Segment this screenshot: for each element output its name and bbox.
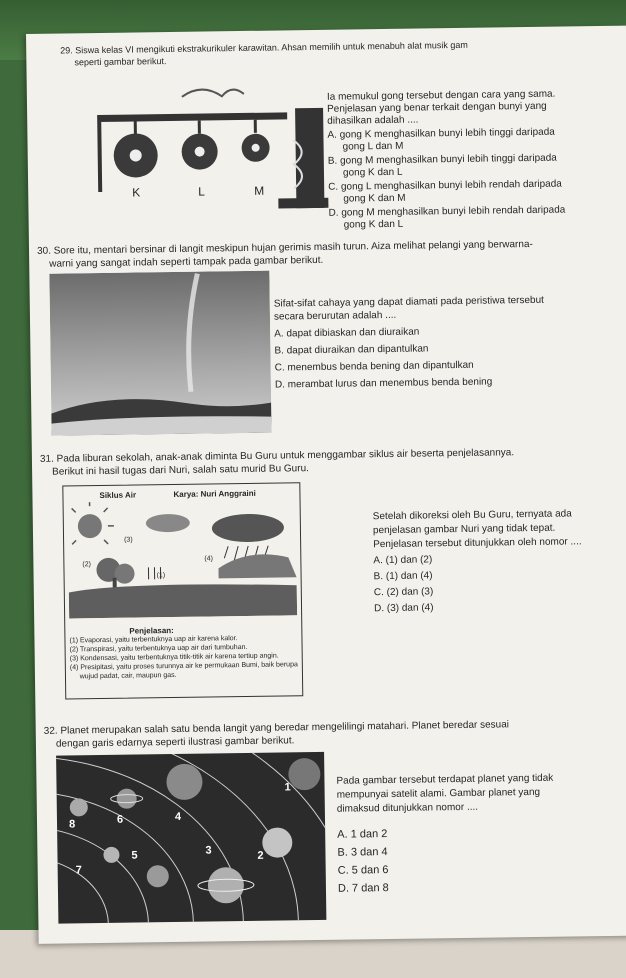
q32-stem-line3: dimaksud ditunjukkan nomor .... <box>336 801 479 815</box>
planet-label-1: 1 <box>284 781 291 794</box>
gong-label-m: M <box>254 183 265 198</box>
q32-stem-line1: Pada gambar tersebut terdapat planet yang tidak <box>336 772 554 787</box>
cloud-icon <box>146 514 190 533</box>
planet-label-2: 2 <box>257 849 264 862</box>
q31-option-c[interactable]: C. (2) dan (3) <box>373 586 434 599</box>
q32-intro-line1: 32. Planet merupakan salah satu benda langit yang beredar mengelilingi matahari. Planet beredar sesuai <box>43 719 510 737</box>
gong-figure <box>87 80 329 213</box>
q29-option-b[interactable]: B. gong M menghasilkan bunyi lebih tinggi daripada <box>327 152 557 167</box>
gong-ornament <box>182 89 244 97</box>
q32-stem-line2: mempunyai satelit alami. Gambar planet yang <box>336 786 541 801</box>
explanation-heading: Penjelasan: <box>129 625 174 636</box>
planet-label-4: 4 <box>174 810 182 823</box>
rain-cloud-icon <box>212 513 284 542</box>
planet-label-7: 7 <box>75 864 82 877</box>
q29-option-a[interactable]: A. gong K menghasilkan bunyi lebih tinggi daripada <box>327 126 555 141</box>
water-cycle-author: Karya: Nuri Anggraini <box>173 488 256 499</box>
planet-3-icon <box>208 867 244 903</box>
q31-option-d[interactable]: D. (3) dan (4) <box>373 602 434 615</box>
planet-6-icon <box>117 789 137 809</box>
gong-frame-base <box>278 198 328 209</box>
q29-stem-line3: dihasilkan adalah .... <box>327 114 419 127</box>
water-cycle-drawing <box>68 497 298 618</box>
explanation-line2: (2) Transpirasi, yaitu terbentuknya uap air dari tumbuhan. <box>69 643 248 654</box>
sea-icon <box>69 583 297 618</box>
explanation-line5: wujud padat, cair, maupun gas. <box>69 671 177 681</box>
q30-option-a[interactable]: A. dapat dibiaskan dan diuraikan <box>274 326 420 340</box>
q30-intro-line1: 30. Sore itu, mentari bersinar di langit meskipun hujan gerimis masih turun. Aiza melihat pelangi yang berwarna- <box>36 238 533 257</box>
q30-option-c[interactable]: C. menembus benda bening dan dipantulkan <box>274 359 474 374</box>
q29-option-d-cont: gong K dan L <box>343 218 404 231</box>
q30-intro-line2: warni yang sangat indah seperti tampak pada gambar berikut. <box>49 254 324 270</box>
explanation-line3: (3) Kondensasi, yaitu terbentuknya titik-titik air karena tertiup angin. <box>69 652 279 663</box>
q29-stem-line2: Penjelasan yang benar terkait dengan bunyi yang <box>327 100 547 115</box>
q31-stem-line3: Penjelasan tersebut ditunjukkan oleh nomor .... <box>373 536 582 551</box>
gong-label-k: K <box>132 185 141 200</box>
worksheet-page <box>26 26 626 944</box>
explanation-line4: (4) Presipitasi, yaitu proses turunnya air ke permukaan Bumi, baik berupa <box>69 661 298 672</box>
mountain-icon <box>218 554 296 578</box>
q29-option-d[interactable]: D. gong M menghasilkan bunyi lebih rendah daripada <box>328 204 566 219</box>
q31-stem-line2: penjelasan gambar Nuri yang tidak tepat. <box>372 522 556 537</box>
q32-intro-line2: dengan garis edarnya seperti ilustrasi gambar berikut. <box>55 735 295 750</box>
marker-2: (2) <box>82 561 92 569</box>
q30-option-b[interactable]: B. dapat diuraikan dan dipantulkan <box>274 343 429 357</box>
q32-option-b[interactable]: B. 3 dan 4 <box>337 846 388 859</box>
water-cycle-title: Siklus Air <box>99 490 137 501</box>
q31-intro-line1: 31. Pada liburan sekolah, anak-anak diminta Bu Guru untuk menggambar siklus air beserta penjelasannya. <box>39 447 515 465</box>
q29-intro-line1: 29. Siswa kelas VI mengikuti ekstrakurikuler karawitan. Ahsan memilih untuk menabuh alat musik gam <box>60 39 468 56</box>
planet-1-icon <box>288 758 320 790</box>
explanation-line1: (1) Evaporasi, yaitu terbentuknya uap air karena kalor. <box>69 635 238 645</box>
planet-4-icon <box>166 764 202 800</box>
planet-label-6: 6 <box>116 813 124 826</box>
gong-label-l: L <box>198 184 206 199</box>
planet-7-icon <box>147 865 169 887</box>
q31-intro-line2: Berikut ini hasil tugas dari Nuri, salah satu murid Bu Guru. <box>52 463 309 478</box>
q30-option-d[interactable]: D. merambat lurus dan menembus benda bening <box>274 376 493 391</box>
q30-stem-line1: Sifat-sifat cahaya yang dapat diamati pada peristiwa tersebut <box>273 294 545 310</box>
planet-2-icon <box>262 827 292 857</box>
q31-stem-line1: Setelah dikoreksi oleh Bu Guru, ternyata ada <box>372 508 572 523</box>
q31-option-b[interactable]: B. (1) dan (4) <box>373 570 433 583</box>
q29-option-c-cont: gong K dan M <box>343 192 406 205</box>
planet-label-3: 3 <box>205 844 212 857</box>
q31-option-a[interactable]: A. (1) dan (2) <box>373 554 433 567</box>
q29-option-a-cont: gong L dan M <box>342 140 404 153</box>
marker-1: (1) <box>156 572 166 580</box>
sun-icon <box>78 514 102 538</box>
planet-label-8: 8 <box>68 818 76 831</box>
planet-label-5: 5 <box>131 849 138 862</box>
q32-option-a[interactable]: A. 1 dan 2 <box>337 828 388 841</box>
q29-intro-line2: seperti gambar berikut. <box>74 56 167 68</box>
q29-stem-line1: Ia memukul gong tersebut dengan cara yang sama. <box>326 88 556 103</box>
q32-option-d[interactable]: D. 7 dan 8 <box>337 882 389 895</box>
gong-frame-beam <box>97 112 287 122</box>
marker-3: (3) <box>124 536 133 544</box>
marker-4: (4) <box>204 555 213 563</box>
water-cycle-figure <box>62 482 303 699</box>
q29-option-c[interactable]: C. gong L menghasilkan bunyi lebih rendah daripada <box>328 178 562 193</box>
q30-stem-line2: secara berurutan adalah .... <box>273 309 397 323</box>
q29-option-b-cont: gong K dan L <box>342 166 403 179</box>
solar-system-figure <box>56 752 326 924</box>
q32-option-c[interactable]: C. 5 dan 6 <box>337 864 389 877</box>
rainbow-photo <box>49 271 271 436</box>
